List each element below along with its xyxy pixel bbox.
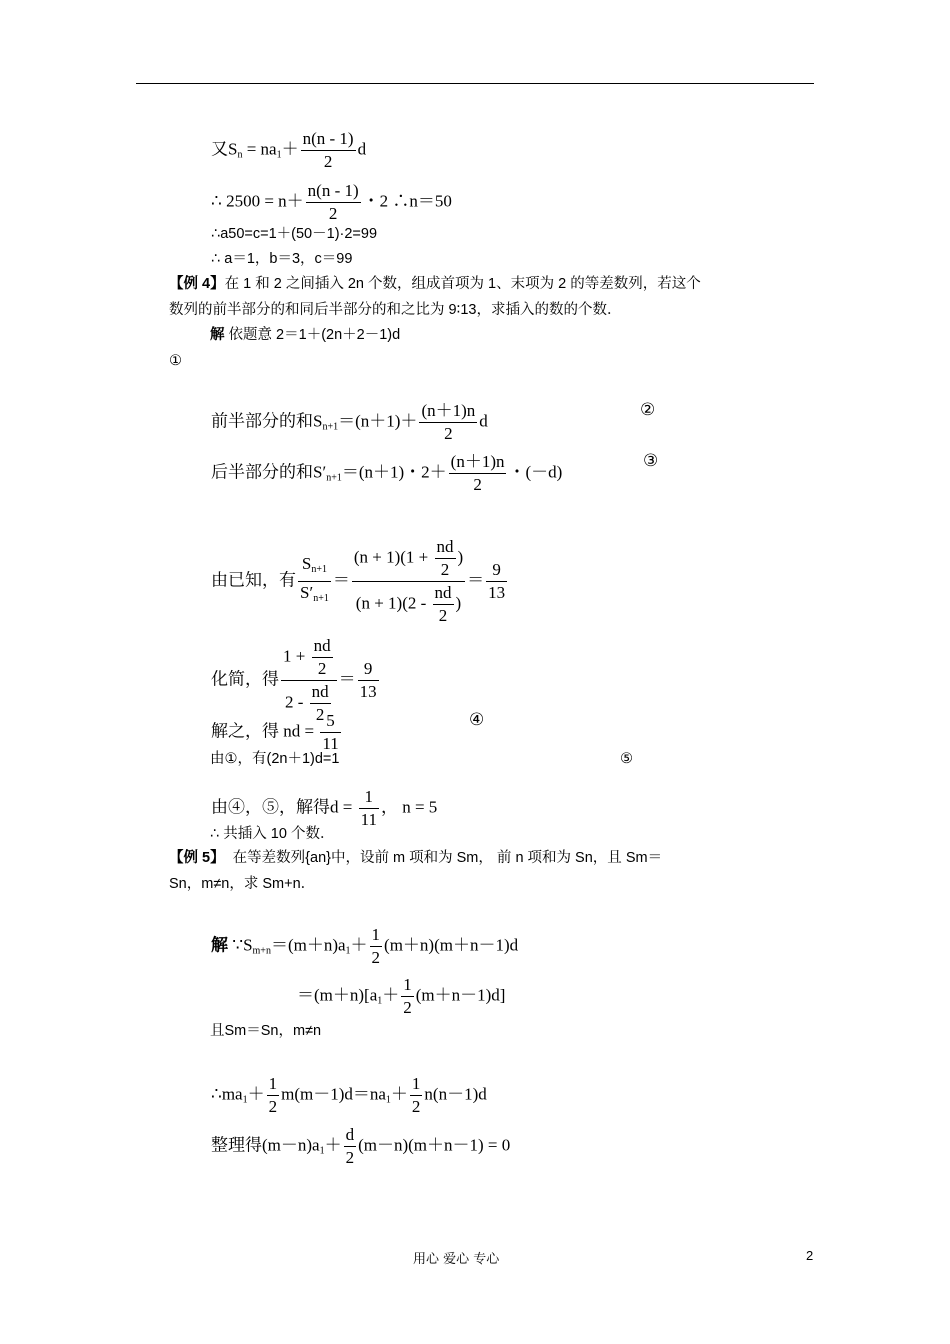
known-ratio: 由已知，有 $\frac{S_{n+1}}{S'_{n+1}}$ ＝ (n + 1)(1 + $\frac{nd}{2}$ ) (n + 1)(2 - $\frac{nd}{2}$ ) ＝ $\frac{9}{13}$ bbox=[211, 537, 506, 625]
solution4-line: 解 依题意 2＝1＋(2n＋2－1)d bbox=[210, 327, 401, 343]
sn-definition: 又$S_n = na_1+$ $\frac{n(n - 1)}{2}$ d bbox=[211, 129, 367, 171]
condition-line: 且Sm＝Sn，m≠n bbox=[210, 1023, 322, 1039]
example4-line1: 【例 4】在 1 和 2 之间插入 2n 个数，组成首项为 1、末项为 2 的等差数列，若这个 bbox=[169, 276, 701, 292]
therefore-line: $\therefore ma_1+$ $\frac{1}{2}$ $m(m-1)d=na_1+$ $\frac{1}{2}$ n(n－1)d bbox=[211, 1074, 487, 1116]
mark-four: ④ bbox=[469, 710, 485, 729]
simplify-line: 化简，得 1 + $\frac{nd}{2}$ 2 - $\frac{nd}{2}$ ＝ $\frac{9}{13}$ bbox=[211, 636, 377, 724]
page-number: 2 bbox=[806, 1248, 814, 1263]
abc-line: ∴ a＝1，b＝3，c＝99 bbox=[211, 251, 353, 267]
example4-line2: 数列的前半部分的和同后半部分的和之比为 9∶13，求插入的数的个数． bbox=[169, 302, 622, 318]
back-half-sum: 后半部分的和$S'_{n+1}=(n+1)$・2＋ $\frac{(n+1)n}{2}$ ・(－d) bbox=[211, 452, 563, 494]
arrange-line: 整理得$(m-n)a_1+$ $\frac{d}{2}$ (m－n)(m＋n－1) = 0 bbox=[211, 1125, 511, 1167]
front-half-sum: 前半部分的和$S_{n+1}=(n+1)+$ $\frac{(n+1)n}{2}$ d bbox=[211, 401, 488, 443]
circle-one: ① bbox=[169, 353, 182, 369]
solution5-line1: 解 $\because S_{m+n}=(m+n)a_1+$ $\frac{1}{2}$ (m＋n)(m＋n－1)d bbox=[211, 925, 519, 967]
equation-2500: ∴ 2500 = n＋ $\frac{n(n - 1)}{2}$ ・2 ∴n＝50 bbox=[211, 181, 452, 223]
solve-d: 由④，⑤，解得d = $\frac{1}{11}$ ， n = 5 bbox=[211, 787, 438, 829]
header-rule bbox=[136, 83, 814, 84]
a50-line: ∴a50=c=1＋(50－1)·2=99 bbox=[211, 226, 378, 242]
solution5-line2: $=(m+n)[a_1+$ $\frac{1}{2}$ (m＋n－1)d] bbox=[297, 975, 506, 1017]
mark-five: ⑤ bbox=[620, 751, 633, 767]
mark-two: ② bbox=[640, 400, 656, 419]
example5-line1: 【例 5】 在等差数列{an}中，设前 m 项和为 Sm， 前 n 项和为 Sn，且 Sm＝ bbox=[169, 850, 663, 866]
footer-motto: 用心 爱心 专心 bbox=[413, 1252, 500, 1267]
solve-nd: 解之，得 nd = $\frac{5}{11}$ bbox=[211, 711, 339, 753]
mark-three: ③ bbox=[643, 451, 659, 470]
example5-line2: Sn，m≠n，求 Sm+n． bbox=[169, 876, 316, 892]
from-circle-one: 由①，有(2n＋1)d=1 bbox=[210, 751, 340, 767]
total-inserted: ∴ 共插入 10 个数． bbox=[210, 826, 335, 842]
